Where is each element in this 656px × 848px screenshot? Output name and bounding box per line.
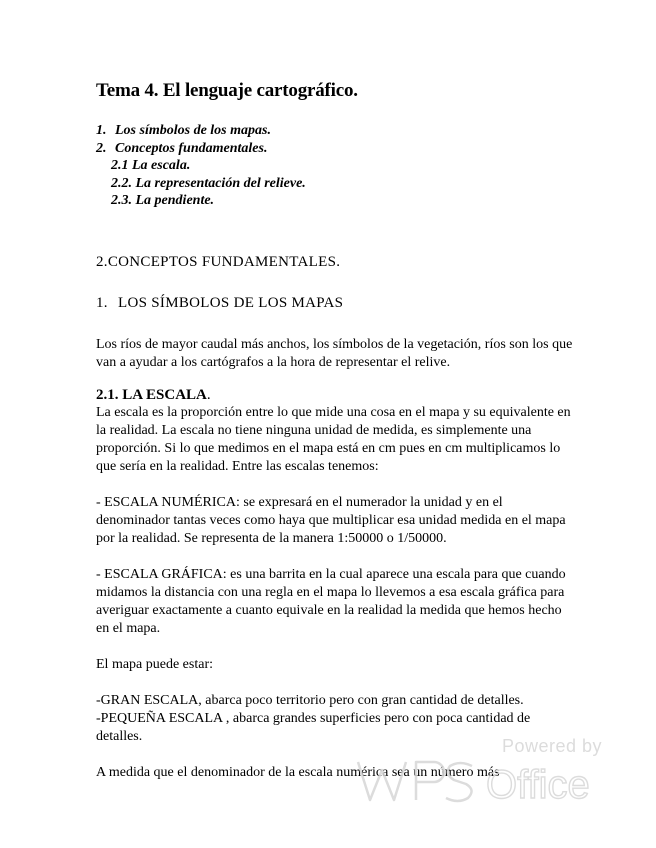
paragraph-gran-escala: -GRAN ESCALA, abarca poco territorio pero con gran cantidad de detalles. [96, 692, 524, 708]
toc-subitem [96, 157, 576, 175]
toc-item-text: 2.2. La representación del relieve. [111, 175, 306, 191]
paragraph-escala-grafica: - ESCALA GRÁFICA: es una barrita en la cual aparece una escala para que cuando midamos la distancia con una regla en el mapa lo llevemos a esa escala gráfica para averiguar exactamente a cuanto equivale en la realidad la medida que hemos hecho en el mapa. [96, 566, 566, 636]
paragraph-escala-definition: La escala es la proporción entre lo que mide una cosa en el mapa y su equivalente en la realidad. La escala no tiene ninguna unidad de medida, es simplemente una proporción. Si lo que medimos en el mapa está en cm pues en cm multiplicamos lo que sería en la realidad. Entre las escalas tenemos: [96, 404, 571, 474]
toc-item-text: Los símbolos de los mapas. [115, 123, 271, 138]
paragraph-escala-numerica: - ESCALA NUMÉRICA: se expresará en el numerador la unidad y en el denominador tantas veces como haya que multiplicar esa unidad medida en el mapa por la realidad. Se representa de la manera 1:50000 o 1/50000. [96, 494, 566, 546]
wps-office-logo-icon [354, 754, 604, 806]
paragraph-pequena-escala: -PEQUEÑA ESCALA , abarca grandes superficies pero con poca cantidad de detalles. [96, 710, 531, 744]
toc-item-number: 2. [96, 140, 107, 156]
subsection-heading-escala [96, 386, 576, 404]
toc-item-text: Conceptos fundamentales. [115, 140, 268, 156]
section-heading-simbolos [96, 295, 576, 312]
toc-item-text: 2.3. La pendiente. [111, 193, 215, 208]
paragraph-a-medida: A medida que el denominador de la escala numérica sea un número más [96, 764, 500, 780]
paragraph-rios: Los ríos de mayor caudal más anchos, los símbolos de la vegetación, ríos son los que van a ayudar a los cartógrafos a la hora de representar el relive. [96, 336, 573, 370]
toc-item [96, 140, 576, 158]
svg-text:Office: Office [486, 763, 590, 806]
section-number: 1. [96, 294, 108, 311]
paragraph-mapa-puede: El mapa puede estar: [96, 656, 214, 672]
heading-period: . [206, 386, 211, 403]
document-page [96, 80, 576, 782]
watermark-powered-by: Powered by [501, 736, 602, 756]
toc-item-number: 1. [96, 123, 107, 138]
toc-subitem [96, 175, 576, 193]
toc-item [96, 122, 576, 140]
document-title: Tema 4. El lenguaje cartográfico. [96, 80, 358, 101]
wps-office-watermark [354, 736, 604, 806]
table-of-contents [96, 122, 576, 210]
section-heading-conceptos: 2.CONCEPTOS FUNDAMENTALES. [96, 253, 341, 270]
toc-item-text: 2.1 La escala. [111, 158, 191, 173]
toc-subitem [96, 192, 576, 210]
section-heading-text: LOS SÍMBOLOS DE LOS MAPAS [118, 294, 344, 311]
subsection-heading-text: 2.1. LA ESCALA [96, 386, 207, 403]
